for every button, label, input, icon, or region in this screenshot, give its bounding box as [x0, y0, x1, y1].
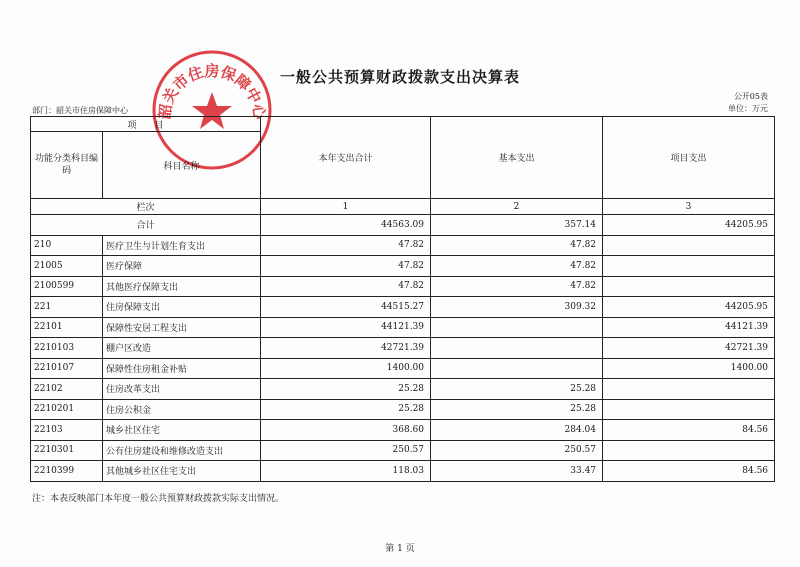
cell-total: 47.82	[261, 276, 431, 297]
page-title: 一般公共预算财政拨款支出决算表	[279, 68, 520, 86]
cell-basic	[431, 338, 603, 359]
cell-name: 住房公积金	[103, 399, 261, 420]
svg-text:韶关市住房保障中心: 韶关市住房保障中心	[155, 61, 269, 121]
cell-name: 城乡社区住宅	[103, 420, 261, 441]
column-number-3: 3	[603, 199, 775, 215]
cell-name: 公有住房建设和维修改造支出	[103, 440, 261, 461]
cell-name: 住房保障支出	[103, 297, 261, 318]
summary-project: 44205.95	[603, 215, 775, 236]
cell-project: 44205.95	[603, 297, 775, 318]
cell-basic: 309.32	[431, 297, 603, 318]
column-number-1: 1	[261, 199, 431, 215]
cell-project: 1400.00	[603, 358, 775, 379]
cell-code: 22101	[31, 317, 103, 338]
cell-project: 84.56	[603, 420, 775, 441]
header-project: 项目支出	[603, 117, 775, 199]
cell-name: 住房改革支出	[103, 379, 261, 400]
table-row	[31, 276, 775, 297]
cell-name: 保障性住房租金补贴	[103, 358, 261, 379]
table-row	[31, 461, 775, 482]
form-code: 公开05表	[733, 92, 768, 101]
cell-name: 医疗卫生与计划生育支出	[103, 235, 261, 256]
summary-basic: 357.14	[431, 215, 603, 236]
column-number-row	[31, 199, 775, 215]
cell-total: 44121.39	[261, 317, 431, 338]
table-row	[31, 256, 775, 277]
cell-code: 2210103	[31, 338, 103, 359]
cell-total: 118.03	[261, 461, 431, 482]
expenditure-table	[30, 116, 775, 482]
page-number: 第 1 页	[385, 544, 415, 554]
cell-total: 250.57	[261, 440, 431, 461]
cell-basic: 47.82	[431, 235, 603, 256]
cell-code: 210	[31, 235, 103, 256]
cell-total: 25.28	[261, 399, 431, 420]
cell-total: 368.60	[261, 420, 431, 441]
cell-project: 84.56	[603, 461, 775, 482]
summary-row	[31, 215, 775, 236]
cell-code: 21005	[31, 256, 103, 277]
cell-code: 22103	[31, 420, 103, 441]
table-row	[31, 440, 775, 461]
cell-code: 22102	[31, 379, 103, 400]
cell-project	[603, 235, 775, 256]
table-row	[31, 399, 775, 420]
header-item: 项 目	[31, 117, 261, 132]
cell-project	[603, 379, 775, 400]
cell-basic: 250.57	[431, 440, 603, 461]
cell-project	[603, 440, 775, 461]
cell-total: 44515.27	[261, 297, 431, 318]
cell-name: 保障性安居工程支出	[103, 317, 261, 338]
table-row	[31, 235, 775, 256]
cell-total: 47.82	[261, 256, 431, 277]
cell-code: 2210301	[31, 440, 103, 461]
table-row	[31, 358, 775, 379]
cell-code: 2210399	[31, 461, 103, 482]
cell-total: 25.28	[261, 379, 431, 400]
cell-project: 44121.39	[603, 317, 775, 338]
department-label: 部门：韶关市住房保障中心	[32, 106, 128, 115]
summary-total: 44563.09	[261, 215, 431, 236]
header-basic: 基本支出	[431, 117, 603, 199]
table-row	[31, 379, 775, 400]
table-row	[31, 317, 775, 338]
footnote: 注：本表反映部门本年度一般公共预算财政拨款实际支出情况。	[32, 494, 285, 504]
unit-label: 单位：万元	[728, 104, 768, 113]
cell-basic: 25.28	[431, 399, 603, 420]
cell-code: 2210107	[31, 358, 103, 379]
cell-total: 42721.39	[261, 338, 431, 359]
cell-name: 其他医疗保障支出	[103, 276, 261, 297]
table-row	[31, 420, 775, 441]
cell-total: 47.82	[261, 235, 431, 256]
cell-basic: 284.04	[431, 420, 603, 441]
header-row-item	[31, 117, 775, 132]
cell-name: 棚户区改造	[103, 338, 261, 359]
table-row	[31, 297, 775, 318]
header-func-code: 功能分类科目编码	[31, 132, 103, 199]
cell-name: 其他城乡社区住宅支出	[103, 461, 261, 482]
cell-basic: 33.47	[431, 461, 603, 482]
cell-project: 42721.39	[603, 338, 775, 359]
cell-basic: 47.82	[431, 256, 603, 277]
cell-basic: 47.82	[431, 276, 603, 297]
cell-basic: 25.28	[431, 379, 603, 400]
header-subject-name: 科目名称	[103, 132, 261, 199]
cell-code: 221	[31, 297, 103, 318]
column-number-2: 2	[431, 199, 603, 215]
column-number-label: 栏次	[31, 199, 261, 215]
cell-basic	[431, 358, 603, 379]
cell-project	[603, 256, 775, 277]
cell-code: 2210201	[31, 399, 103, 420]
header-total: 本年支出合计	[261, 117, 431, 199]
cell-project	[603, 276, 775, 297]
cell-total: 1400.00	[261, 358, 431, 379]
cell-code: 2100599	[31, 276, 103, 297]
cell-basic	[431, 317, 603, 338]
cell-name: 医疗保障	[103, 256, 261, 277]
summary-label: 合计	[31, 215, 261, 236]
cell-project	[603, 399, 775, 420]
table-row	[31, 338, 775, 359]
